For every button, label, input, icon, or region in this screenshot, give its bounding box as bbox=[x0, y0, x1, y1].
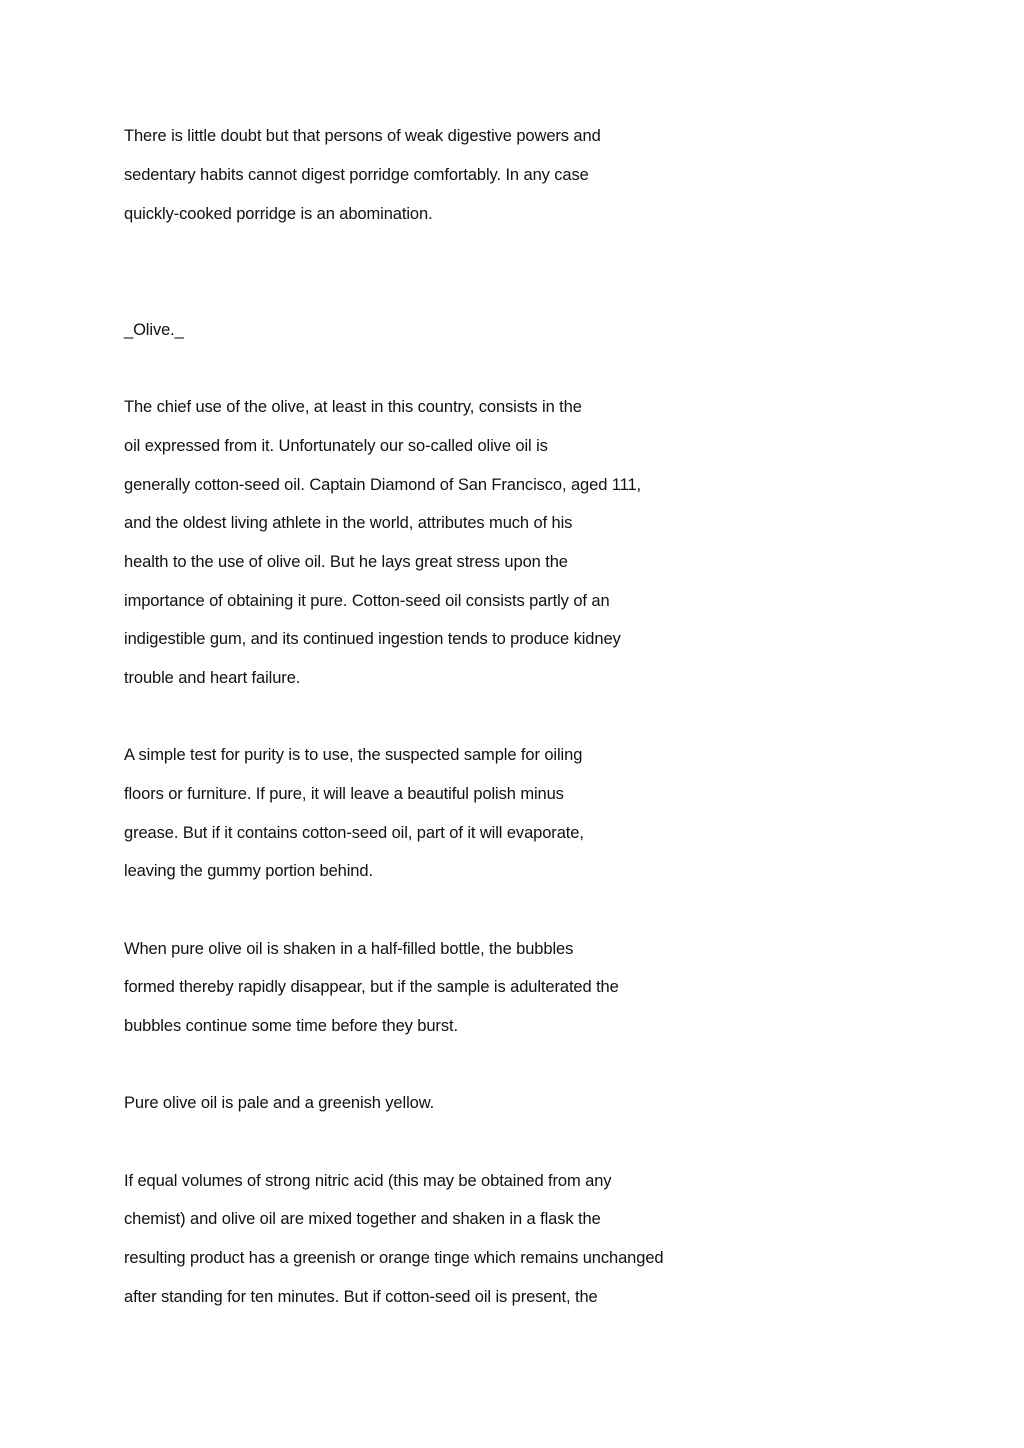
text-line: The chief use of the olive, at least in this country, consists in the bbox=[124, 398, 582, 416]
text-line: leaving the gummy portion behind. bbox=[124, 862, 373, 880]
text-line: Pure olive oil is pale and a greenish yellow. bbox=[124, 1094, 435, 1112]
text-line: chemist) and olive oil are mixed together and shaken in a flask the bbox=[124, 1210, 601, 1228]
text-line: There is little doubt but that persons of weak digestive powers and bbox=[124, 127, 601, 145]
text-line: indigestible gum, and its continued ingestion tends to produce kidney bbox=[124, 630, 621, 648]
text-line: and the oldest living athlete in the world, attributes much of his bbox=[124, 514, 573, 532]
text-line: bubbles continue some time before they burst. bbox=[124, 1017, 458, 1035]
text-line: trouble and heart failure. bbox=[124, 669, 301, 687]
text-line: sedentary habits cannot digest porridge comfortably. In any case bbox=[124, 166, 589, 184]
text-line: importance of obtaining it pure. Cotton-seed oil consists partly of an bbox=[124, 592, 610, 610]
text-line: quickly-cooked porridge is an abomination. bbox=[124, 205, 433, 223]
text-line: resulting product has a greenish or orange tinge which remains unchanged bbox=[124, 1249, 664, 1267]
section-heading: _Olive._ bbox=[124, 321, 184, 339]
text-line: When pure olive oil is shaken in a half-filled bottle, the bubbles bbox=[124, 940, 574, 958]
text-line: health to the use of olive oil. But he lays great stress upon the bbox=[124, 553, 568, 571]
text-line: grease. But if it contains cotton-seed oil, part of it will evaporate, bbox=[124, 824, 584, 842]
text-line: floors or furniture. If pure, it will leave a beautiful polish minus bbox=[124, 785, 564, 803]
text-line: If equal volumes of strong nitric acid (this may be obtained from any bbox=[124, 1172, 612, 1190]
text-line: oil expressed from it. Unfortunately our so-called olive oil is bbox=[124, 437, 548, 455]
text-line: generally cotton-seed oil. Captain Diamond of San Francisco, aged 111, bbox=[124, 476, 642, 494]
text-line: formed thereby rapidly disappear, but if the sample is adulterated the bbox=[124, 978, 619, 996]
text-line: A simple test for purity is to use, the suspected sample for oiling bbox=[124, 746, 583, 764]
text-line: after standing for ten minutes. But if cotton-seed oil is present, the bbox=[124, 1288, 598, 1306]
